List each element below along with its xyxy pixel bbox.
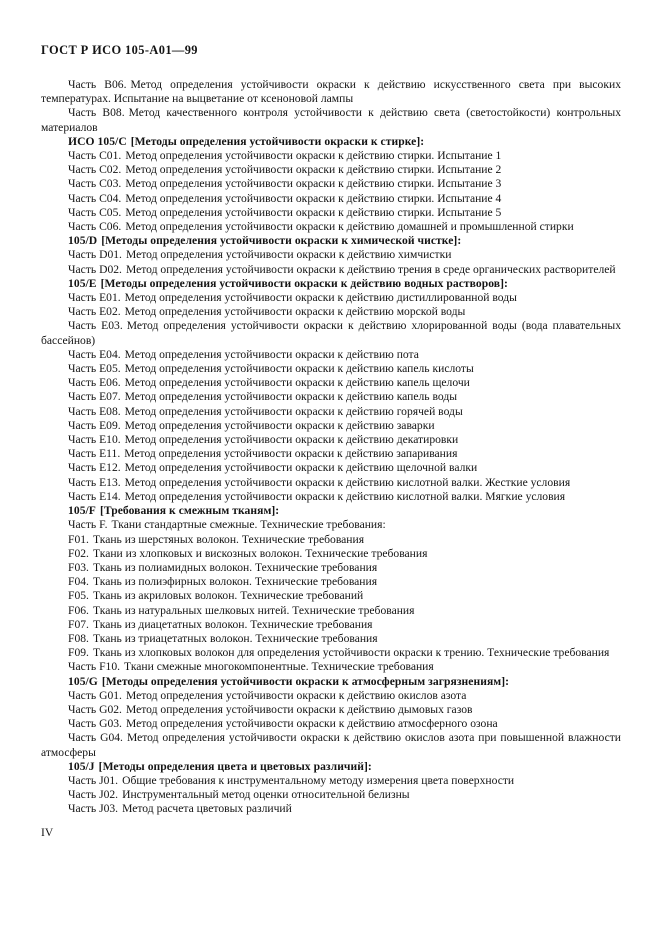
part-entry-label: Часть G04. bbox=[68, 731, 123, 745]
part-entry-text: Метод расчета цветовых различий bbox=[122, 802, 292, 816]
part-entry-text: Метод определения устойчивости окраски к действию щелочной валки bbox=[124, 461, 478, 475]
part-entry-text: Метод определения устойчивости окраски к действию искусственного света при высоких температурах. Испытание на выцветание от ксеноновой лампы bbox=[41, 78, 621, 106]
part-entry-label: Часть E01. bbox=[68, 291, 121, 305]
part-entry bbox=[41, 447, 621, 461]
part-entry-text: Ткань из триацетатных волокон. Технические требования bbox=[92, 631, 378, 645]
part-entry-text: Метод определения устойчивости окраски к действию химчистки bbox=[125, 248, 452, 262]
part-entry bbox=[41, 263, 621, 277]
part-entry-label: Часть E05. bbox=[68, 362, 121, 376]
part-entry bbox=[41, 291, 621, 305]
page-number: IV bbox=[41, 826, 54, 839]
part-entry bbox=[41, 319, 621, 347]
part-entry bbox=[41, 248, 621, 262]
part-entry bbox=[41, 305, 621, 319]
part-entry-label: F07. bbox=[68, 617, 89, 631]
part-entry bbox=[41, 632, 621, 646]
part-entry bbox=[41, 703, 621, 717]
part-entry bbox=[41, 490, 621, 504]
part-entry-text: Метод определения устойчивости окраски к действию капель воды bbox=[124, 390, 458, 404]
part-entry-text: Метод определения устойчивости окраски к действию капель щелочи bbox=[124, 376, 470, 390]
part-entry bbox=[41, 788, 621, 802]
part-entry bbox=[41, 774, 621, 788]
part-entry-label: Часть E10. bbox=[68, 433, 121, 447]
part-entry-label: Часть D01. bbox=[68, 248, 122, 262]
part-entry bbox=[41, 689, 621, 703]
part-entry bbox=[41, 206, 621, 220]
part-entry-label: Часть F10. bbox=[68, 660, 121, 674]
part-entry-text: Метод определения устойчивости окраски к действию домашней и промышленной стирки bbox=[125, 220, 574, 234]
part-entry-label: Часть B06. bbox=[68, 78, 127, 91]
section-heading-text: [Методы определения устойчивости окраски к химической чистке]: bbox=[101, 234, 462, 248]
part-entry bbox=[41, 575, 621, 589]
part-entry bbox=[41, 802, 621, 816]
part-entry-label: Часть G02. bbox=[68, 702, 122, 716]
part-entry-text: Метод определения устойчивости окраски к действию стирки. Испытание 5 bbox=[125, 205, 502, 219]
part-entry-label: Часть J01. bbox=[68, 773, 119, 787]
part-entry-text: Ткань из полиамидных волокон. Технические требования bbox=[92, 560, 378, 574]
part-entry-text: Ткань из натуральных шелковых нитей. Технические требования bbox=[92, 603, 415, 617]
part-entry-text: Инструментальный метод оценки относительной белизны bbox=[122, 788, 410, 802]
part-entry-label: Часть G03. bbox=[68, 717, 122, 731]
part-entry bbox=[41, 106, 621, 134]
part-entry bbox=[41, 348, 621, 362]
document-header-standard-number: ГОСТ Р ИСО 105-A01—99 bbox=[41, 43, 198, 57]
section-heading bbox=[41, 675, 621, 689]
part-entry-label: Часть E09. bbox=[68, 418, 121, 432]
part-entry-text: Ткань из диацетатных волокон. Технические требования bbox=[92, 617, 373, 631]
part-entry-label: F04. bbox=[68, 575, 89, 589]
part-entry-label: F06. bbox=[68, 603, 89, 617]
part-entry bbox=[41, 461, 621, 475]
part-entry bbox=[41, 561, 621, 575]
part-entry bbox=[41, 362, 621, 376]
part-entry-text: Метод определения устойчивости окраски к действию окислов азота bbox=[125, 688, 467, 702]
part-entry-text: Метод определения устойчивости окраски к действию декатировки bbox=[124, 433, 459, 447]
part-entry-text: Метод определения устойчивости окраски к действию атмосферного озона bbox=[125, 717, 498, 731]
section-heading-label: ИСО 105/C bbox=[68, 134, 127, 148]
part-entry bbox=[41, 163, 621, 177]
section-heading-text: [Методы определения цвета и цветовых различий]: bbox=[98, 759, 372, 773]
part-entry-text: Общие требования к инструментальному методу измерения цвета поверхности bbox=[122, 773, 515, 787]
part-entry-text: Метод определения устойчивости окраски к действию пота bbox=[124, 347, 419, 361]
part-entry-label: F05. bbox=[68, 589, 89, 603]
section-heading-label: 105/E bbox=[68, 276, 97, 290]
part-entry bbox=[41, 618, 621, 632]
part-entry-text: Метод определения устойчивости окраски к действию кислотной валки. Мягкие условия bbox=[124, 489, 566, 503]
part-entry-label: F01. bbox=[68, 532, 89, 546]
section-heading-text: [Методы определения устойчивости окраски к действию водных растворов]: bbox=[100, 276, 508, 290]
part-entry-label: Часть E06. bbox=[68, 376, 121, 390]
part-entry bbox=[41, 177, 621, 191]
part-entry-text: Ткани стандартные смежные. Технические требования: bbox=[111, 518, 386, 532]
part-entry-label: F02. bbox=[68, 546, 89, 560]
part-entry-text: Метод определения устойчивости окраски к действию морской воды bbox=[124, 305, 466, 319]
section-heading-text: [Требования к смежным тканям]: bbox=[99, 504, 280, 518]
part-entry bbox=[41, 433, 621, 447]
standard-parts-list bbox=[41, 78, 621, 817]
part-entry-text: Метод определения устойчивости окраски к действию горячей воды bbox=[124, 404, 463, 418]
section-heading bbox=[41, 760, 621, 774]
part-entry-label: Часть J03. bbox=[68, 802, 119, 816]
part-entry-text: Метод определения устойчивости окраски к действию дистиллированной воды bbox=[124, 291, 517, 305]
part-entry-text: Ткань из полиэфирных волокон. Технические требования bbox=[92, 575, 378, 589]
part-entry-text: Метод определения устойчивости окраски к действию запаривания bbox=[124, 447, 458, 461]
part-entry-label: Часть E12. bbox=[68, 461, 121, 475]
part-entry-label: F09. bbox=[68, 646, 89, 660]
part-entry bbox=[41, 533, 621, 547]
part-entry-label: Часть C04. bbox=[68, 191, 122, 205]
part-entry bbox=[41, 476, 621, 490]
part-entry-label: Часть E08. bbox=[68, 404, 121, 418]
part-entry-label: Часть E07. bbox=[68, 390, 121, 404]
part-entry-label: Часть C03. bbox=[68, 177, 122, 191]
part-entry-text: Ткань из акриловых волокон. Технические требований bbox=[92, 589, 364, 603]
part-entry bbox=[41, 376, 621, 390]
part-entry-text: Метод определения устойчивости окраски к действию дымовых газов bbox=[125, 702, 473, 716]
part-entry-label: Часть E04. bbox=[68, 347, 121, 361]
part-entry bbox=[41, 78, 621, 106]
part-entry-text: Ткань из шерстяных волокон. Технические требования bbox=[92, 532, 365, 546]
part-entry-text: Метод определения устойчивости окраски к действию стирки. Испытание 2 bbox=[125, 163, 502, 177]
part-entry bbox=[41, 660, 621, 674]
part-entry-label: Часть B08. bbox=[68, 106, 125, 120]
section-heading bbox=[41, 277, 621, 291]
part-entry-label: Часть E13. bbox=[68, 475, 121, 489]
part-entry-text: Ткань из хлопковых волокон для определения устойчивости окраски к трению. Технические требования bbox=[92, 646, 610, 660]
part-entry-text: Метод определения устойчивости окраски к действию хлорированной воды (вода плавательных бассейнов) bbox=[41, 319, 621, 347]
part-entry bbox=[41, 390, 621, 404]
section-heading-text: [Методы определения устойчивости окраски к стирке]: bbox=[130, 134, 425, 148]
part-entry-label: Часть G01. bbox=[68, 688, 122, 702]
part-entry-text: Метод качественного контроля устойчивости к действию света (светостойкости) контрольных материалов bbox=[41, 106, 622, 134]
part-entry-label: Часть C05. bbox=[68, 205, 122, 219]
part-entry bbox=[41, 405, 621, 419]
part-entry-label: F08. bbox=[68, 631, 89, 645]
part-entry bbox=[41, 604, 621, 618]
part-entry bbox=[41, 419, 621, 433]
part-entry-label: Часть C01. bbox=[68, 149, 122, 163]
part-entry-label: Часть D02. bbox=[68, 262, 122, 276]
part-entry-label: Часть C02. bbox=[68, 163, 122, 177]
part-entry-text: Ткани из хлопковых и вискозных волокон. Технические требования bbox=[92, 546, 428, 560]
section-heading-text: [Методы определения устойчивости окраски к атмосферным загрязнениям]: bbox=[101, 674, 510, 688]
part-entry-text: Метод определения устойчивости окраски к действию стирки. Испытание 1 bbox=[125, 149, 502, 163]
part-entry-text: Метод определения устойчивости окраски к действию заварки bbox=[124, 418, 435, 432]
part-entry-text: Ткани смежные многокомпонентные. Технические требования bbox=[124, 660, 434, 674]
part-entry bbox=[41, 149, 621, 163]
part-entry bbox=[41, 717, 621, 731]
part-entry-label: Часть F. bbox=[68, 518, 108, 532]
part-entry bbox=[41, 518, 621, 532]
part-entry-label: F03. bbox=[68, 560, 89, 574]
section-heading bbox=[41, 504, 621, 518]
section-heading bbox=[41, 234, 621, 248]
section-heading bbox=[41, 135, 621, 149]
part-entry-label: Часть C06. bbox=[68, 220, 122, 234]
part-entry-label: Часть E11. bbox=[68, 447, 121, 461]
part-entry bbox=[41, 192, 621, 206]
part-entry bbox=[41, 547, 621, 561]
part-entry bbox=[41, 589, 621, 603]
part-entry-text: Метод определения устойчивости окраски к действию окислов азота при повышенной влажности атмосферы bbox=[41, 731, 621, 759]
part-entry bbox=[41, 731, 621, 759]
part-entry-label: Часть J02. bbox=[68, 788, 119, 802]
section-heading-label: 105/F bbox=[68, 504, 96, 518]
part-entry bbox=[41, 646, 621, 660]
part-entry-label: Часть E03. bbox=[68, 319, 123, 333]
part-entry bbox=[41, 220, 621, 234]
section-heading-label: 105/J bbox=[68, 759, 95, 773]
part-entry-label: Часть E02. bbox=[68, 305, 121, 319]
part-entry-text: Метод определения устойчивости окраски к действию стирки. Испытание 3 bbox=[125, 177, 502, 191]
part-entry-text: Метод определения устойчивости окраски к действию капель кислоты bbox=[124, 362, 474, 376]
part-entry-text: Метод определения устойчивости окраски к действию кислотной валки. Жесткие условия bbox=[124, 475, 571, 489]
part-entry-text: Метод определения устойчивости окраски к действию стирки. Испытание 4 bbox=[125, 191, 502, 205]
part-entry-label: Часть E14. bbox=[68, 489, 121, 503]
section-heading-label: 105/G bbox=[68, 674, 98, 688]
part-entry-text: Метод определения устойчивости окраски к действию трения в среде органических растворителей bbox=[125, 262, 616, 276]
section-heading-label: 105/D bbox=[68, 234, 98, 248]
